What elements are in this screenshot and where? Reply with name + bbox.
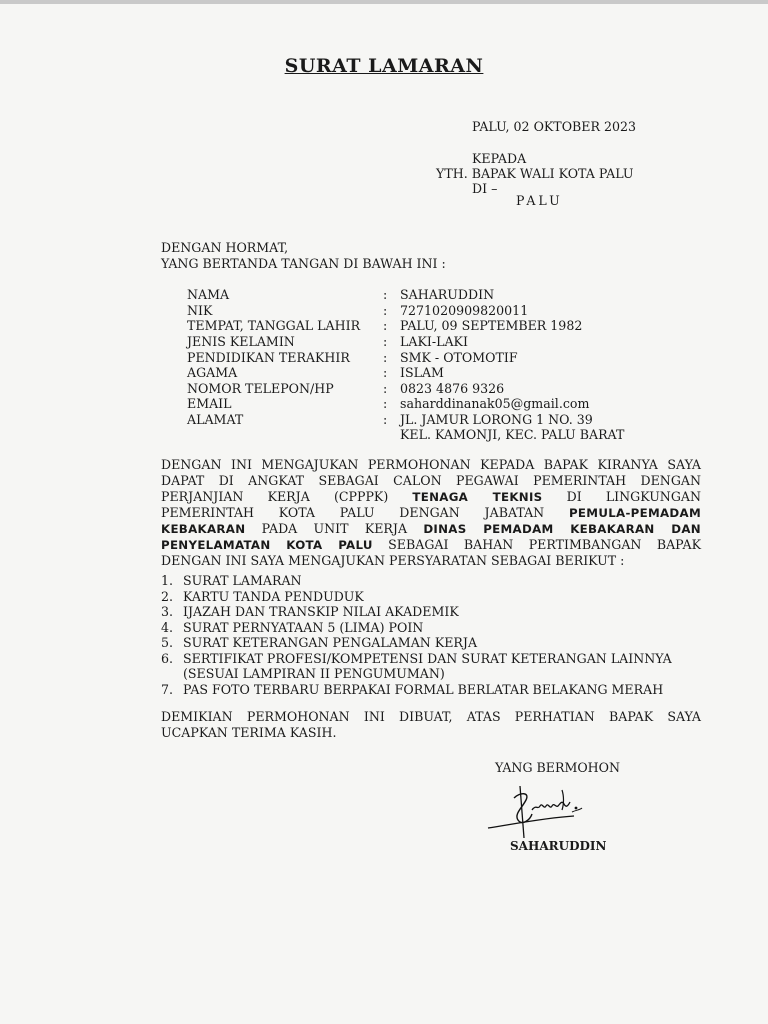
body-bold-text: TENAGA TEKNIS — [412, 490, 543, 504]
field-label: PENDIDIKAN TERAKHIR — [187, 350, 350, 365]
body-text: SEBAGAI BAHAN PERTIMBANGAN BAPAK — [388, 537, 701, 552]
body-text: PEMERINTAH KOTA PALU DENGAN JABATAN — [161, 505, 545, 520]
body-bold-text: KEBAKARAN — [161, 522, 246, 536]
field-colon: : — [383, 412, 388, 427]
field-label: ALAMAT — [187, 412, 244, 427]
body-text: PADA UNIT KERJA — [261, 521, 408, 536]
list-item-number: 1. — [161, 573, 174, 588]
body-line: DENGAN INI SAYA MENGAJUKAN PERSYARATAN SEBAGAI BERIKUT : — [161, 553, 625, 568]
greeting: DENGAN HORMAT, — [161, 240, 289, 255]
body-bold-text: PENYELAMATAN KOTA PALU — [161, 538, 373, 552]
field-label: AGAMA — [187, 365, 238, 380]
handwritten-signature — [484, 780, 604, 840]
sign-label: YANG BERMOHON — [495, 760, 620, 775]
body-text: DI LINGKUNGAN — [566, 489, 701, 504]
body-paragraph — [161, 457, 701, 569]
list-item-number: 6. — [161, 651, 174, 666]
field-value: SAHARUDDIN — [400, 287, 495, 302]
letter-title: SURAT LAMARAN — [284, 55, 484, 77]
field-label: EMAIL — [187, 396, 232, 411]
field-value: PALU, 09 SEPTEMBER 1982 — [400, 318, 583, 333]
closing-line: UCAPKAN TERIMA KASIH. — [161, 725, 337, 740]
field-colon: : — [383, 350, 388, 365]
body-bold-text: DINAS PEMADAM KEBAKARAN DAN — [423, 522, 701, 536]
closing-paragraph — [161, 709, 701, 741]
body-line — [161, 505, 701, 521]
field-colon: : — [383, 318, 388, 333]
body-line — [161, 489, 701, 505]
list-item: KARTU TANDA PENDUDUK — [183, 589, 364, 604]
list-item-number: 3. — [161, 604, 174, 619]
field-value: 0823 4876 9326 — [400, 381, 505, 396]
body-line: DAPAT DI ANGKAT SEBAGAI CALON PEGAWAI PEMERINTAH DENGAN — [161, 473, 701, 488]
field-value: ISLAM — [400, 365, 444, 380]
list-item: PAS FOTO TERBARU BERPAKAI FORMAL BERLATAR BELAKANG MERAH — [183, 682, 664, 697]
body-line: DENGAN INI MENGAJUKAN PERMOHONAN KEPADA BAPAK KIRANYA SAYA — [161, 457, 701, 472]
list-item: SURAT PERNYATAAN 5 (LIMA) POIN — [183, 620, 424, 635]
field-value: LAKI-LAKI — [400, 334, 468, 349]
list-item: SURAT LAMARAN — [183, 573, 302, 588]
list-item-number: 2. — [161, 589, 174, 604]
body-bold-text: PEMULA-PEMADAM — [568, 506, 701, 520]
body-text: PERJANJIAN KERJA (CPPPK) — [161, 489, 389, 504]
body-line — [161, 521, 701, 537]
closing-line: DEMIKIAN PERMOHONAN INI DIBUAT, ATAS PERHATIAN BAPAK SAYA — [161, 709, 701, 724]
field-label: NIK — [187, 303, 213, 318]
field-colon: : — [383, 381, 388, 396]
field-value-continued: KEL. KAMONJI, KEC. PALU BARAT — [400, 427, 625, 442]
recipient-line-4: PALU — [516, 193, 563, 208]
field-value: SMK - OTOMOTIF — [400, 350, 518, 365]
list-item: SURAT KETERANGAN PENGALAMAN KERJA — [183, 635, 478, 650]
list-item-number: 7. — [161, 682, 174, 697]
field-label: TEMPAT, TANGGAL LAHIR — [187, 318, 361, 333]
field-colon: : — [383, 334, 388, 349]
field-colon: : — [383, 396, 388, 411]
field-colon: : — [383, 287, 388, 302]
field-colon: : — [383, 365, 388, 380]
field-value: JL. JAMUR LORONG 1 NO. 39 — [400, 412, 593, 427]
field-value: 7271020909820011 — [400, 303, 529, 318]
recipient-line-1: KEPADA — [472, 151, 527, 166]
recipient-line-3: DI – — [472, 181, 498, 196]
field-label: JENIS KELAMIN — [187, 334, 295, 349]
letter-date: PALU, 02 OKTOBER 2023 — [472, 119, 637, 134]
list-item: SERTIFIKAT PROFESI/KOMPETENSI DAN SURAT KETERANGAN LAINNYA — [183, 651, 672, 666]
list-item-continued: (SESUAI LAMPIRAN II PENGUMUMAN) — [183, 666, 445, 681]
recipient-line-2: YTH. BAPAK WALI KOTA PALU — [436, 166, 634, 181]
list-item-number: 5. — [161, 635, 174, 650]
list-item-number: 4. — [161, 620, 174, 635]
field-value: saharddinanak05@gmail.com — [400, 396, 590, 411]
body-line — [161, 537, 701, 553]
field-colon: : — [383, 303, 388, 318]
field-label: NAMA — [187, 287, 230, 302]
field-label: NOMOR TELEPON/HP — [187, 381, 334, 396]
signer-name: SAHARUDDIN — [510, 839, 607, 853]
intro-line: YANG BERTANDA TANGAN DI BAWAH INI : — [161, 256, 446, 271]
list-item: IJAZAH DAN TRANSKIP NILAI AKADEMIK — [183, 604, 459, 619]
